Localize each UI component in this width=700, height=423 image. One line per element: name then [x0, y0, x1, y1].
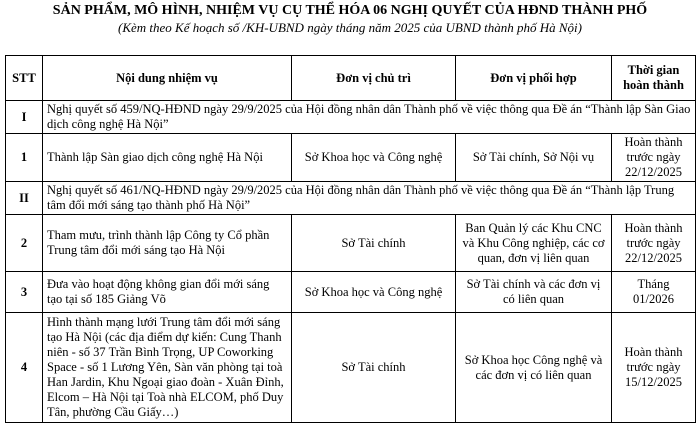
row-content: Thành lập Sàn giao dịch công nghệ Hà Nội — [43, 134, 292, 182]
row-coordinating-unit: Sở Khoa học Công nghệ và các đơn vị có liên quan — [456, 313, 612, 423]
section-row — [6, 101, 696, 134]
row-coordinating-unit: Ban Quản lý các Khu CNC và Khu Công nghiệp, các cơ quan, đơn vị liên quan — [456, 215, 612, 272]
task-table — [5, 55, 696, 423]
header-content: Nội dung nhiệm vụ — [43, 56, 292, 101]
row-deadline: Hoàn thành trước ngày 22/12/2025 — [612, 134, 696, 182]
section-number: II — [6, 182, 43, 215]
table-header-row — [6, 56, 696, 101]
row-lead-unit: Sở Tài chính — [292, 313, 456, 423]
row-deadline: Tháng 01/2026 — [612, 272, 696, 313]
row-lead-unit: Sở Tài chính — [292, 215, 456, 272]
document-title: SẢN PHẨM, MÔ HÌNH, NHIỆM VỤ CỤ THỂ HÓA 06 NGHỊ QUYẾT CỦA HĐND THÀNH PHỐ — [52, 3, 648, 18]
document-subtitle: (Kèm theo Kế hoạch số /KH-UBND ngày tháng năm 2025 của UBND thành phố Hà Nội) — [118, 20, 582, 35]
table-row — [6, 134, 696, 182]
header-stt: STT — [6, 56, 43, 101]
row-content: Đưa vào hoạt động không gian đổi mới sáng tạo tại số 185 Giảng Võ — [43, 272, 292, 313]
row-number: 1 — [6, 134, 43, 182]
row-coordinating-unit: Sở Tài chính, Sở Nội vụ — [456, 134, 612, 182]
row-lead-unit: Sở Khoa học và Công nghệ — [292, 134, 456, 182]
row-content: Tham mưu, trình thành lập Công ty Cổ phần Trung tâm đổi mới sáng tạo Hà Nội — [43, 215, 292, 272]
header-deadline: Thời gian hoàn thành — [612, 56, 696, 101]
table-row — [6, 215, 696, 272]
header-coordinating-unit: Đơn vị phối hợp — [456, 56, 612, 101]
section-title: Nghị quyết số 459/NQ-HĐND ngày 29/9/2025 của Hội đồng nhân dân Thành phố về việc thông qua Đề án “Thành lập Sàn Giao dịch công nghệ Hà Nội” — [43, 101, 696, 134]
table-row — [6, 272, 696, 313]
row-lead-unit: Sở Khoa học và Công nghệ — [292, 272, 456, 313]
section-title: Nghị quyết số 461/NQ-HĐND ngày 29/9/2025 của Hội đồng nhân dân Thành phố về việc thông qua Đề án “Thành lập Trung tâm đổi mới sáng tạo thành phố Hà Nội” — [43, 182, 696, 215]
header-lead-unit: Đơn vị chủ trì — [292, 56, 456, 101]
row-deadline: Hoàn thành trước ngày 22/12/2025 — [612, 215, 696, 272]
row-number: 2 — [6, 215, 43, 272]
section-row — [6, 182, 696, 215]
row-number: 4 — [6, 313, 43, 423]
row-deadline: Hoàn thành trước ngày 15/12/2025 — [612, 313, 696, 423]
row-number: 3 — [6, 272, 43, 313]
table-row — [6, 313, 696, 423]
row-coordinating-unit: Sở Tài chính và các đơn vị có liên quan — [456, 272, 612, 313]
row-content: Hình thành mạng lưới Trung tâm đổi mới sáng tạo Hà Nội (các địa điểm dự kiến: Cung Thanh niên - số 37 Trần Bình Trọng, UP Coworking Space - số 1 Lương Yên, Sàn văn phòng tại toà Han Jardin, Khu Ngoại giao đoàn - Xuân Đỉnh, Elcom – Hà Nội tại Toà nhà ELCOM, phố Duy Tân, phường Cầu Giấy…) — [43, 313, 292, 423]
section-number: I — [6, 101, 43, 134]
